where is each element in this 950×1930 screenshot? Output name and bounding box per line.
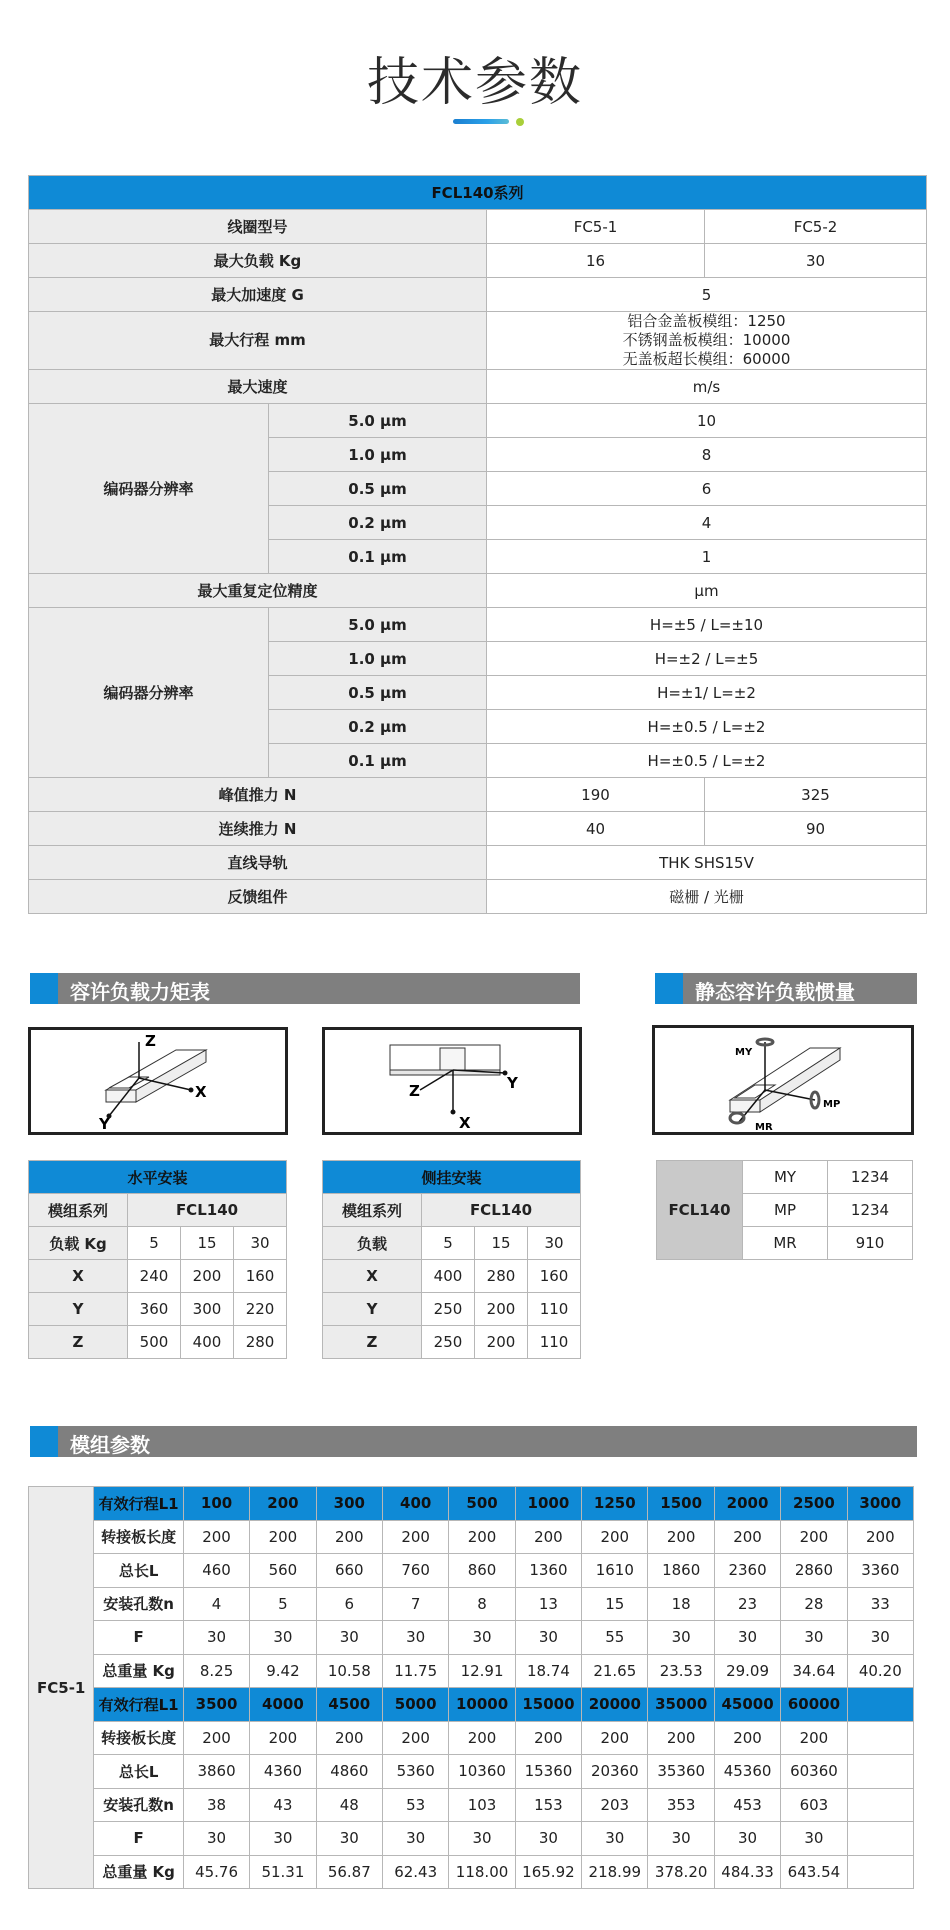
module-holes-value: 4 <box>183 1587 249 1621</box>
module-total-value: 660 <box>316 1554 382 1588</box>
module-stroke-value: 2500 <box>781 1487 847 1521</box>
moment-value: 110 <box>528 1326 581 1359</box>
module-holes-value: 15 <box>582 1587 648 1621</box>
moment-value: 110 <box>528 1293 581 1326</box>
inertia-value: 1234 <box>828 1194 913 1227</box>
axis-label-x: X <box>195 1083 207 1101</box>
moment-value: 160 <box>528 1260 581 1293</box>
module-holes-value: 33 <box>847 1587 913 1621</box>
encoder-repeat-value: H=±0.5 / L=±2 <box>487 744 927 778</box>
module-total-value: 45360 <box>714 1755 780 1789</box>
encoder-speed-value: 6 <box>487 472 927 506</box>
module-row-label: 转接板长度 <box>94 1520 184 1554</box>
module-stroke-value: 200 <box>250 1487 316 1521</box>
module-row-label: 总长L <box>94 1755 184 1789</box>
module-f-value: 30 <box>515 1621 581 1655</box>
moment-value: 280 <box>234 1326 287 1359</box>
module-weight-value: 11.75 <box>382 1654 448 1688</box>
page-title: 技术参数 <box>366 53 583 113</box>
module-plate-value: 200 <box>582 1721 648 1755</box>
module-stroke-value: 1250 <box>582 1487 648 1521</box>
axis-label-y: Y <box>99 1115 110 1132</box>
inertia-name: MY <box>743 1161 828 1194</box>
moment-value: 200 <box>475 1326 528 1359</box>
module-total-value: 760 <box>382 1554 448 1588</box>
module-stroke-value: 60000 <box>781 1688 847 1722</box>
coil-value: FC5-1 <box>487 210 705 244</box>
inertia-table <box>656 1160 913 1260</box>
module-total-value: 2860 <box>781 1554 847 1588</box>
module-row-label: 有效行程L1 <box>94 1688 184 1722</box>
module-plate-value: 200 <box>781 1520 847 1554</box>
module-plate-value: 200 <box>183 1721 249 1755</box>
module-row-label: 总重量 Kg <box>94 1855 184 1889</box>
module-stroke-value: 15000 <box>515 1688 581 1722</box>
title-dot <box>516 118 524 126</box>
module-stroke-value: 500 <box>449 1487 515 1521</box>
repeat-unit: μm <box>487 574 927 608</box>
module-weight-value: 378.20 <box>648 1855 714 1889</box>
module-plate-value: 200 <box>781 1721 847 1755</box>
module-plate-value: 200 <box>250 1520 316 1554</box>
module-stroke-value: 10000 <box>449 1688 515 1722</box>
encoder-speed-value: 8 <box>487 438 927 472</box>
module-f-value: 30 <box>382 1822 448 1856</box>
max-stroke-label: 最大行程 mm <box>29 312 487 370</box>
load-value: 30 <box>234 1227 287 1260</box>
module-row-label: 转接板长度 <box>94 1721 184 1755</box>
module-plate-value: 200 <box>648 1721 714 1755</box>
module-weight-value: 29.09 <box>714 1654 780 1688</box>
axis-label-y: Y <box>507 1074 518 1092</box>
module-f-value: 30 <box>781 1621 847 1655</box>
feedback-value: 磁栅 / 光栅 <box>487 880 927 914</box>
inertia-name: MR <box>743 1227 828 1260</box>
module-plate-value: 200 <box>449 1721 515 1755</box>
encoder-res: 1.0 μm <box>269 438 487 472</box>
moment-value: 500 <box>128 1326 181 1359</box>
module-f-value: 30 <box>382 1621 448 1655</box>
module-stroke-value: 3000 <box>847 1487 913 1521</box>
max-load-value: 30 <box>705 244 927 278</box>
coil-value: FC5-2 <box>705 210 927 244</box>
module-plate-value: 200 <box>515 1520 581 1554</box>
module-weight-value: 34.64 <box>781 1654 847 1688</box>
module-holes-value: 48 <box>316 1788 382 1822</box>
moment-section-header <box>30 973 580 1004</box>
series-label: 模组系列 <box>323 1194 422 1227</box>
axis-name: Y <box>29 1293 128 1326</box>
encoder-res: 1.0 μm <box>269 642 487 676</box>
module-f-value: 30 <box>714 1822 780 1856</box>
max-load-label: 最大负载 Kg <box>29 244 487 278</box>
inertia-model: FCL140 <box>657 1161 743 1260</box>
load-value: 5 <box>128 1227 181 1260</box>
module-plate-value: 200 <box>382 1721 448 1755</box>
module-empty-cell <box>847 1688 913 1722</box>
inertia-diagram <box>652 1025 914 1135</box>
module-holes-value: 8 <box>449 1587 515 1621</box>
module-total-value: 460 <box>183 1554 249 1588</box>
moment-value: 400 <box>181 1326 234 1359</box>
module-holes-value: 13 <box>515 1587 581 1621</box>
max-stroke-value <box>487 312 927 370</box>
module-weight-value: 40.20 <box>847 1654 913 1688</box>
module-holes-value: 53 <box>382 1788 448 1822</box>
inertia-label-my: MY <box>735 1047 753 1058</box>
module-parameters-table <box>28 1486 914 1889</box>
module-plate-value: 200 <box>515 1721 581 1755</box>
module-stroke-value: 4500 <box>316 1688 382 1722</box>
module-weight-value: 12.91 <box>449 1654 515 1688</box>
module-holes-value: 38 <box>183 1788 249 1822</box>
load-label: 负载 Kg <box>29 1227 128 1260</box>
moment-value: 200 <box>181 1260 234 1293</box>
module-f-value: 55 <box>582 1621 648 1655</box>
module-f-value: 30 <box>316 1822 382 1856</box>
module-plate-value: 200 <box>183 1520 249 1554</box>
moment-value: 250 <box>422 1326 475 1359</box>
module-row-label: 总重量 Kg <box>94 1654 184 1688</box>
module-stroke-value: 4000 <box>250 1688 316 1722</box>
horizontal-mount-title: 水平安装 <box>29 1161 287 1194</box>
module-empty-cell <box>847 1855 913 1889</box>
load-label: 负载 <box>323 1227 422 1260</box>
module-row-label: F <box>94 1822 184 1856</box>
module-row-label: 安装孔数n <box>94 1788 184 1822</box>
module-stroke-value: 35000 <box>648 1688 714 1722</box>
horizontal-axis-diagram <box>28 1027 288 1135</box>
moment-value: 300 <box>181 1293 234 1326</box>
section-marker <box>30 973 58 1004</box>
moment-value: 220 <box>234 1293 287 1326</box>
module-total-value: 560 <box>250 1554 316 1588</box>
module-f-value: 30 <box>781 1822 847 1856</box>
title-underline <box>453 119 509 124</box>
module-stroke-value: 45000 <box>714 1688 780 1722</box>
module-weight-value: 45.76 <box>183 1855 249 1889</box>
module-total-value: 1360 <box>515 1554 581 1588</box>
module-plate-value: 200 <box>714 1520 780 1554</box>
module-f-value: 30 <box>250 1621 316 1655</box>
inertia-label-mr: MR <box>755 1122 773 1132</box>
rail-value: THK SHS15V <box>487 846 927 880</box>
load-value: 15 <box>181 1227 234 1260</box>
module-row-label: F <box>94 1621 184 1655</box>
module-total-value: 3360 <box>847 1554 913 1588</box>
encoder-res: 0.2 μm <box>269 506 487 540</box>
module-holes-value: 353 <box>648 1788 714 1822</box>
inertia-value: 1234 <box>828 1161 913 1194</box>
section-marker <box>30 1426 58 1457</box>
axis-label-z: Z <box>409 1082 420 1100</box>
module-weight-value: 118.00 <box>449 1855 515 1889</box>
module-empty-cell <box>847 1788 913 1822</box>
side-mount-title: 侧挂安装 <box>323 1161 581 1194</box>
cont-force-label: 连续推力 N <box>29 812 487 846</box>
module-model: FC5-1 <box>29 1487 94 1889</box>
load-value: 5 <box>422 1227 475 1260</box>
max-acc-label: 最大加速度 G <box>29 278 487 312</box>
cont-force-value: 90 <box>705 812 927 846</box>
encoder-repeat-value: H=±0.5 / L=±2 <box>487 710 927 744</box>
module-total-value: 4860 <box>316 1755 382 1789</box>
module-stroke-value: 300 <box>316 1487 382 1521</box>
encoder-repeat-value: H=±1/ L=±2 <box>487 676 927 710</box>
module-weight-value: 8.25 <box>183 1654 249 1688</box>
module-plate-value: 200 <box>582 1520 648 1554</box>
module-stroke-value: 1500 <box>648 1487 714 1521</box>
axis-name: Y <box>323 1293 422 1326</box>
rail-label: 直线导轨 <box>29 846 487 880</box>
module-weight-value: 21.65 <box>582 1654 648 1688</box>
module-table-body <box>29 1487 914 1889</box>
moment-section-title: 容许负载力矩表 <box>70 980 210 1004</box>
module-f-value: 30 <box>449 1621 515 1655</box>
module-holes-value: 5 <box>250 1587 316 1621</box>
module-stroke-value: 3500 <box>183 1688 249 1722</box>
module-total-value: 2360 <box>714 1554 780 1588</box>
side-axis-diagram <box>322 1027 582 1135</box>
encoder-res: 5.0 μm <box>269 404 487 438</box>
moment-value: 280 <box>475 1260 528 1293</box>
module-weight-value: 484.33 <box>714 1855 780 1889</box>
feedback-label: 反馈组件 <box>29 880 487 914</box>
module-plate-value: 200 <box>250 1721 316 1755</box>
module-f-value: 30 <box>648 1621 714 1655</box>
moment-value: 200 <box>475 1293 528 1326</box>
module-weight-value: 62.43 <box>382 1855 448 1889</box>
module-weight-value: 51.31 <box>250 1855 316 1889</box>
stroke-line: 不锈钢盖板模组：10000 <box>622 331 791 349</box>
moment-value: 250 <box>422 1293 475 1326</box>
module-holes-value: 103 <box>449 1788 515 1822</box>
rail-axis-illustration <box>325 1030 579 1132</box>
module-row-label: 有效行程L1 <box>94 1487 184 1521</box>
module-weight-value: 18.74 <box>515 1654 581 1688</box>
encoder-label: 编码器分辨率 <box>29 608 269 778</box>
stroke-line: 铝合金盖板模组：1250 <box>627 312 786 330</box>
series-value: FCL140 <box>128 1194 287 1227</box>
encoder-speed-value: 10 <box>487 404 927 438</box>
module-total-value: 860 <box>449 1554 515 1588</box>
module-weight-value: 218.99 <box>582 1855 648 1889</box>
module-holes-value: 23 <box>714 1587 780 1621</box>
module-plate-value: 200 <box>316 1721 382 1755</box>
max-speed-unit: m/s <box>487 370 927 404</box>
module-total-value: 1610 <box>582 1554 648 1588</box>
module-weight-value: 643.54 <box>781 1855 847 1889</box>
encoder-res: 0.1 μm <box>269 744 487 778</box>
module-holes-value: 203 <box>582 1788 648 1822</box>
encoder-res: 0.1 μm <box>269 540 487 574</box>
inertia-label-mp: MP <box>823 1099 841 1110</box>
module-stroke-value: 400 <box>382 1487 448 1521</box>
encoder-label: 编码器分辨率 <box>29 404 269 574</box>
encoder-repeat-value: H=±5 / L=±10 <box>487 608 927 642</box>
module-row-label: 总长L <box>94 1554 184 1588</box>
axis-label-z: Z <box>145 1032 156 1050</box>
module-stroke-value: 20000 <box>582 1688 648 1722</box>
encoder-speed-value: 1 <box>487 540 927 574</box>
module-f-value: 30 <box>449 1822 515 1856</box>
module-holes-value: 43 <box>250 1788 316 1822</box>
module-weight-value: 23.53 <box>648 1654 714 1688</box>
encoder-res: 0.5 μm <box>269 676 487 710</box>
spec-table <box>28 175 927 914</box>
module-plate-value: 200 <box>714 1721 780 1755</box>
inertia-illustration <box>655 1028 911 1132</box>
coil-label: 线圈型号 <box>29 210 487 244</box>
axis-name: Z <box>323 1326 422 1359</box>
module-holes-value: 603 <box>781 1788 847 1822</box>
max-acc-value: 5 <box>487 278 927 312</box>
horizontal-mount-table <box>28 1160 287 1359</box>
peak-force-label: 峰值推力 N <box>29 778 487 812</box>
module-row-label: 安装孔数n <box>94 1587 184 1621</box>
module-stroke-value: 5000 <box>382 1688 448 1722</box>
module-weight-value: 10.58 <box>316 1654 382 1688</box>
module-stroke-value: 100 <box>183 1487 249 1521</box>
module-f-value: 30 <box>648 1822 714 1856</box>
module-plate-value: 200 <box>316 1520 382 1554</box>
module-f-value: 30 <box>183 1621 249 1655</box>
module-plate-value: 200 <box>382 1520 448 1554</box>
module-total-value: 5360 <box>382 1755 448 1789</box>
module-f-value: 30 <box>847 1621 913 1655</box>
module-weight-value: 56.87 <box>316 1855 382 1889</box>
module-total-value: 35360 <box>648 1755 714 1789</box>
module-plate-value: 200 <box>449 1520 515 1554</box>
module-stroke-value: 2000 <box>714 1487 780 1521</box>
axis-name: Z <box>29 1326 128 1359</box>
module-total-value: 1860 <box>648 1554 714 1588</box>
module-f-value: 30 <box>183 1822 249 1856</box>
module-section-header <box>30 1426 917 1457</box>
inertia-name: MP <box>743 1194 828 1227</box>
module-plate-value: 200 <box>847 1520 913 1554</box>
axis-name: X <box>323 1260 422 1293</box>
module-f-value: 30 <box>582 1822 648 1856</box>
module-plate-value: 200 <box>648 1520 714 1554</box>
moment-value: 240 <box>128 1260 181 1293</box>
module-total-value: 15360 <box>515 1755 581 1789</box>
axis-label-x: X <box>459 1114 471 1132</box>
series-value: FCL140 <box>422 1194 581 1227</box>
module-f-value: 30 <box>515 1822 581 1856</box>
encoder-res: 0.2 μm <box>269 710 487 744</box>
max-load-value: 16 <box>487 244 705 278</box>
side-mount-table <box>322 1160 581 1359</box>
module-holes-value: 28 <box>781 1587 847 1621</box>
module-f-value: 30 <box>316 1621 382 1655</box>
module-holes-value: 6 <box>316 1587 382 1621</box>
moment-value: 360 <box>128 1293 181 1326</box>
module-section-title: 模组参数 <box>70 1433 150 1457</box>
module-holes-value: 18 <box>648 1587 714 1621</box>
module-weight-value: 9.42 <box>250 1654 316 1688</box>
module-holes-value: 7 <box>382 1587 448 1621</box>
module-f-value: 30 <box>250 1822 316 1856</box>
encoder-res: 0.5 μm <box>269 472 487 506</box>
series-label: 模组系列 <box>29 1194 128 1227</box>
encoder-repeat-value: H=±2 / L=±5 <box>487 642 927 676</box>
section-marker <box>655 973 683 1004</box>
module-holes-value: 153 <box>515 1788 581 1822</box>
module-total-value: 4360 <box>250 1755 316 1789</box>
peak-force-value: 190 <box>487 778 705 812</box>
module-empty-cell <box>847 1755 913 1789</box>
module-total-value: 20360 <box>582 1755 648 1789</box>
encoder-res: 5.0 μm <box>269 608 487 642</box>
axis-name: X <box>29 1260 128 1293</box>
moment-value: 400 <box>422 1260 475 1293</box>
module-f-value: 30 <box>714 1621 780 1655</box>
module-weight-value: 165.92 <box>515 1855 581 1889</box>
inertia-section-title: 静态容许负载惯量 <box>695 980 855 1004</box>
inertia-section-header <box>655 973 917 1004</box>
moment-value: 160 <box>234 1260 287 1293</box>
stroke-line: 无盖板超长模组：60000 <box>622 350 791 368</box>
spec-series-header: FCL140系列 <box>29 176 927 210</box>
repeat-label: 最大重复定位精度 <box>29 574 487 608</box>
peak-force-value: 325 <box>705 778 927 812</box>
rail-axis-illustration <box>31 1030 285 1132</box>
load-value: 15 <box>475 1227 528 1260</box>
module-empty-cell <box>847 1721 913 1755</box>
encoder-speed-value: 4 <box>487 506 927 540</box>
cont-force-value: 40 <box>487 812 705 846</box>
max-speed-label: 最大速度 <box>29 370 487 404</box>
module-total-value: 10360 <box>449 1755 515 1789</box>
module-total-value: 60360 <box>781 1755 847 1789</box>
module-total-value: 3860 <box>183 1755 249 1789</box>
inertia-value: 910 <box>828 1227 913 1260</box>
module-holes-value: 453 <box>714 1788 780 1822</box>
load-value: 30 <box>528 1227 581 1260</box>
module-empty-cell <box>847 1822 913 1856</box>
module-stroke-value: 1000 <box>515 1487 581 1521</box>
